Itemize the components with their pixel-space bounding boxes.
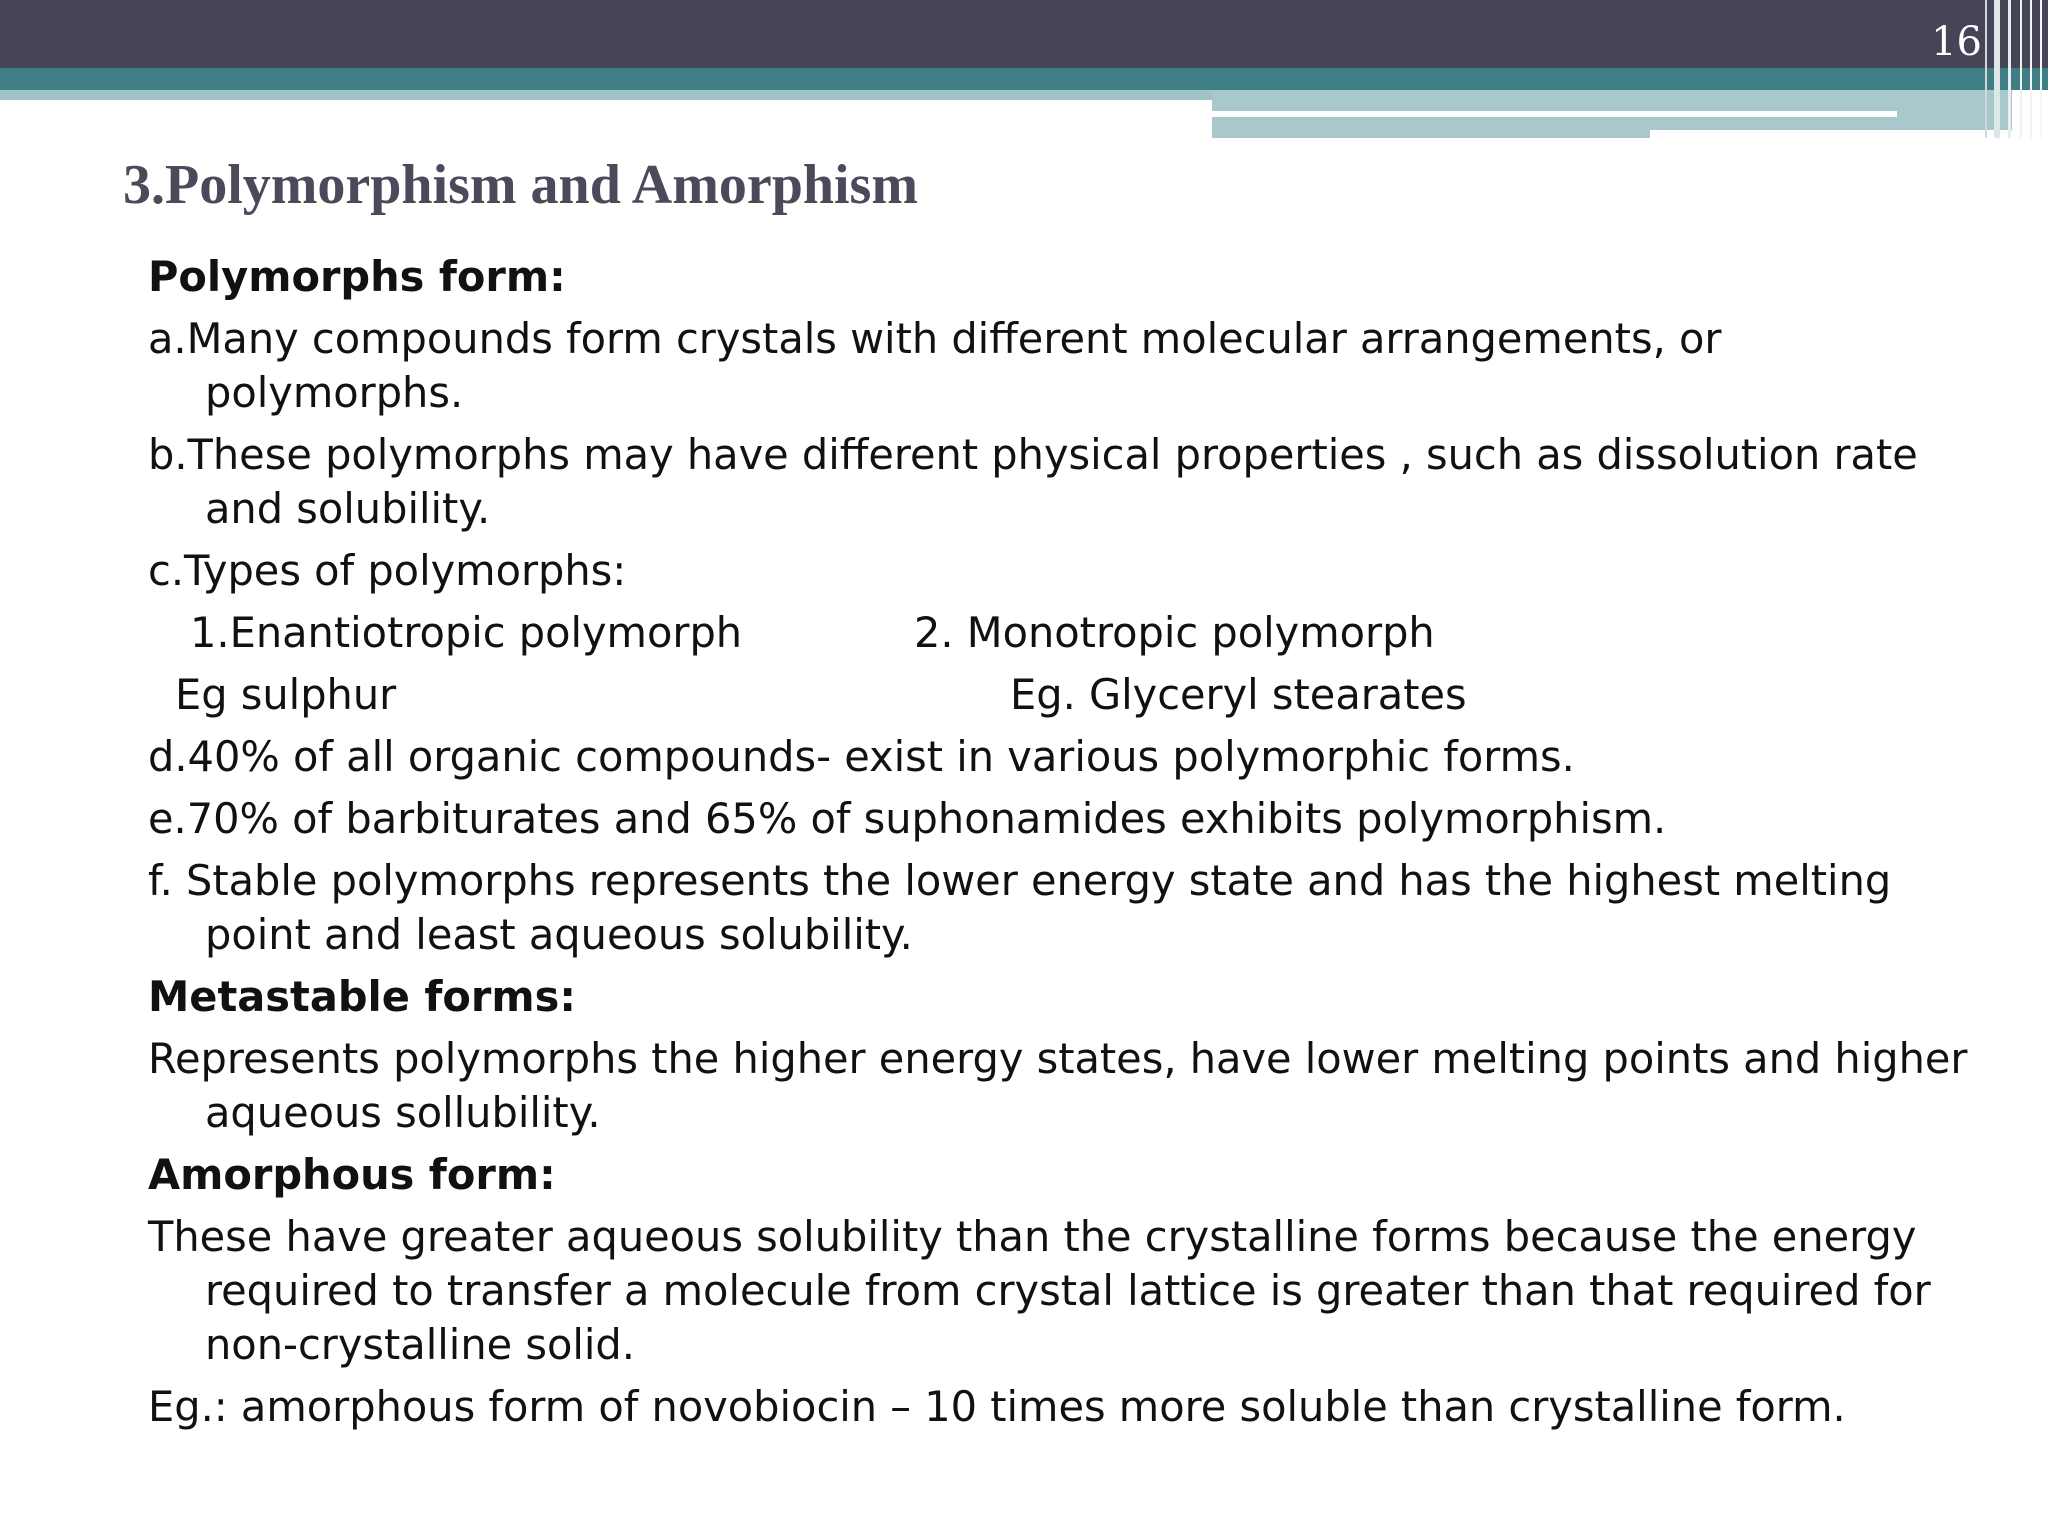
header-dark-bar: [0, 0, 2048, 68]
header-vertical-line: [1985, 0, 1987, 138]
header-vertical-line: [2008, 0, 2011, 138]
type-monotropic: 2. Monotropic polymorph: [914, 608, 1435, 657]
amorphous-text: These have greater aqueous solubility than the crystalline forms because the energy required to transfer a molecule from crystal lattice is greater than that required for non-crystalline solid.: [148, 1212, 1931, 1369]
slide-content: [148, 250, 1968, 1442]
header-vertical-line: [2040, 0, 2042, 138]
polymorph-types-row: [148, 606, 1968, 660]
header-vertical-line: [2030, 0, 2032, 138]
metastable-heading: Metastable forms:: [148, 972, 576, 1021]
bullet-d: d.40% of all organic compounds- exist in various polymorphic forms.: [148, 732, 1575, 781]
bullet-e: e.70% of barbiturates and 65% of suphonamides exhibits polymorphism.: [148, 794, 1667, 843]
amorphous-heading: Amorphous form:: [148, 1150, 556, 1199]
bullet-f: f. Stable polymorphs represents the lower energy state and has the highest melting point and least aqueous solubility.: [148, 856, 1892, 959]
example-glyceryl-stearates: Eg. Glyceryl stearates: [1010, 670, 1467, 719]
example-sulphur: Eg sulphur: [175, 670, 397, 719]
bullet-b: b.These polymorphs may have different physical properties , such as dissolution rate and solubility.: [148, 430, 1918, 533]
bullet-a: a.Many compounds form crystals with different molecular arrangements, or polymorphs.: [148, 314, 1722, 417]
header-teal-bar: [0, 68, 2048, 90]
novobiocin-example: Eg.: amorphous form of novobiocin – 10 times more soluble than crystalline form.: [148, 1382, 1846, 1431]
header-vertical-line: [1994, 0, 2000, 138]
header-light-bar-left: [0, 90, 1212, 100]
slide-number: 16: [1931, 19, 1982, 65]
header-vertical-line: [2020, 0, 2022, 138]
slide-title: 3.Polymorphism and Amorphism: [123, 154, 918, 216]
header-white-strip: [1212, 111, 1897, 117]
polymorph-examples-row: [148, 668, 1968, 722]
header-white-block: [1650, 130, 2012, 140]
type-enantiotropic: 1.Enantiotropic polymorph: [190, 608, 743, 657]
metastable-text: Represents polymorphs the higher energy states, have lower melting points and higher aqueous sollubility.: [148, 1034, 1968, 1137]
bullet-c: c.Types of polymorphs:: [148, 546, 627, 595]
polymorphs-heading: Polymorphs form:: [148, 252, 566, 301]
